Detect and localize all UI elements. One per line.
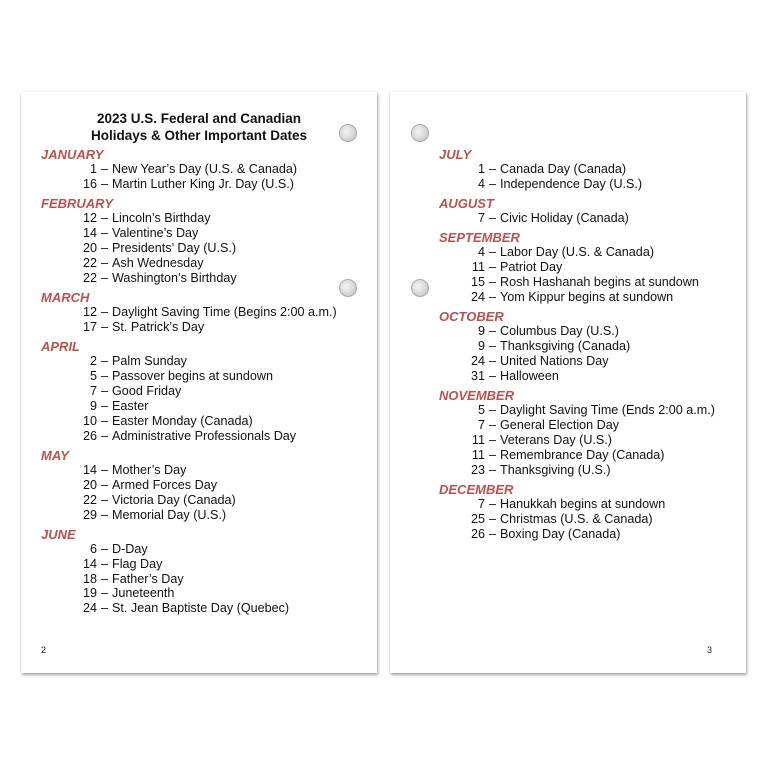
holiday-name: Canada Day (Canada) (500, 162, 627, 176)
holiday-day: 10 (82, 413, 97, 428)
month-block (41, 147, 371, 192)
dash-separator: – (101, 398, 109, 413)
holiday-entry (41, 429, 371, 444)
holiday-name: Thanksgiving (Canada) (500, 339, 631, 354)
holiday-name: St. Jean Baptiste Day (Quebec) (112, 601, 290, 616)
holiday-name: Thanksgiving (U.S.) (500, 462, 611, 477)
month-block (41, 527, 371, 617)
holiday-day: 19 (82, 586, 97, 601)
holiday-entry (439, 448, 768, 463)
holiday-entry (41, 557, 371, 572)
holiday-entry (41, 399, 371, 414)
holiday-entry (439, 418, 768, 433)
holiday-name: Rosh Hashanah begins at sundown (500, 275, 699, 290)
holiday-entry (439, 433, 768, 448)
holiday-entry (439, 177, 768, 192)
holiday-entry (41, 162, 371, 177)
month-list-right (439, 147, 768, 546)
dash-separator: – (489, 339, 497, 354)
dash-separator: – (101, 383, 109, 398)
dash-separator: – (101, 541, 109, 556)
holiday-entry (41, 256, 371, 271)
holiday-name: Flag Day (112, 556, 163, 571)
dash-separator: – (489, 260, 497, 275)
holiday-name: Mother’s Day (112, 462, 187, 477)
holiday-name: Juneteenth (112, 586, 175, 601)
holiday-day: 14 (82, 556, 97, 571)
dash-separator: – (489, 162, 497, 176)
dash-separator: – (101, 255, 109, 270)
binder-hole (411, 124, 429, 142)
holiday-entry (41, 508, 371, 523)
dash-separator: – (101, 319, 109, 334)
holiday-entry (41, 586, 371, 601)
holiday-entry (41, 493, 371, 508)
dash-separator: – (101, 176, 109, 191)
month-heading: SEPTEMBER (439, 230, 520, 246)
month-block (41, 339, 371, 443)
holiday-name: Good Friday (112, 383, 182, 398)
holiday-entry (41, 384, 371, 399)
month-block (439, 388, 768, 478)
month-block (439, 482, 768, 542)
month-heading: OCTOBER (439, 309, 504, 325)
holiday-day: 14 (82, 462, 97, 477)
dash-separator: – (489, 447, 497, 462)
holiday-day: 22 (82, 270, 97, 285)
holiday-entry (439, 463, 768, 478)
dash-separator: – (489, 290, 497, 305)
holiday-day: 1 (89, 162, 97, 176)
holiday-entry (41, 463, 371, 478)
month-heading: MAY (41, 447, 69, 463)
holiday-day: 9 (89, 398, 97, 413)
holiday-entry (41, 369, 371, 384)
binder-hole (339, 279, 357, 297)
holiday-day: 12 (82, 211, 97, 226)
month-heading: JULY (439, 147, 472, 162)
holiday-day: 4 (477, 176, 485, 191)
holiday-day: 9 (477, 324, 485, 339)
holiday-day: 24 (470, 290, 485, 305)
month-block (41, 196, 371, 286)
holiday-day: 16 (82, 176, 97, 191)
holiday-name: Memorial Day (U.S.) (112, 507, 227, 522)
holiday-name: Valentine’s Day (112, 226, 199, 241)
dash-separator: – (101, 240, 109, 255)
month-heading: AUGUST (439, 196, 494, 212)
title-line-2: Holidays & Other Important Dates (90, 128, 308, 143)
holiday-entry (439, 245, 768, 260)
month-list-left (41, 147, 371, 621)
dash-separator: – (489, 245, 497, 260)
holiday-entry (439, 275, 768, 290)
dash-separator: – (489, 418, 497, 433)
dash-separator: – (101, 162, 109, 176)
holiday-name: Administrative Professionals Day (112, 428, 297, 443)
holiday-entry (41, 241, 371, 256)
holiday-entry (41, 226, 371, 241)
left-page (21, 92, 377, 673)
holiday-day: 6 (89, 541, 97, 556)
holiday-day: 11 (471, 260, 485, 275)
holiday-day: 22 (82, 492, 97, 507)
dash-separator: – (101, 428, 109, 443)
holiday-day: 12 (82, 304, 97, 319)
dash-separator: – (101, 507, 109, 522)
holiday-name: Easter (112, 398, 149, 413)
holiday-day: 14 (82, 226, 97, 241)
dash-separator: – (101, 586, 109, 601)
holiday-day: 23 (470, 462, 485, 477)
dash-separator: – (101, 492, 109, 507)
binder-hole (411, 279, 429, 297)
holiday-day: 26 (470, 526, 485, 541)
holiday-entry (41, 177, 371, 192)
dash-separator: – (489, 462, 497, 477)
month-block (439, 196, 768, 226)
dash-separator: – (101, 304, 109, 319)
holiday-day: 22 (82, 255, 97, 270)
holiday-day: 7 (477, 496, 485, 511)
dash-separator: – (489, 324, 497, 339)
dash-separator: – (101, 226, 109, 241)
holiday-day: 7 (477, 418, 485, 433)
holiday-entry (439, 354, 768, 369)
dash-separator: – (489, 432, 497, 447)
holiday-name: Boxing Day (Canada) (500, 526, 621, 541)
holiday-day: 20 (82, 477, 97, 492)
holiday-entry (439, 369, 768, 384)
dash-separator: – (489, 403, 497, 418)
holiday-name: Labor Day (U.S. & Canada) (500, 245, 655, 260)
holiday-day: 5 (89, 368, 97, 383)
holiday-name: New Year’s Day (U.S. & Canada) (112, 162, 298, 176)
month-block (41, 290, 371, 335)
dash-separator: – (489, 275, 497, 290)
month-heading: NOVEMBER (439, 388, 515, 404)
holiday-name: Lincoln’s Birthday (112, 211, 211, 226)
holiday-name: United Nations Day (500, 354, 609, 369)
month-heading: APRIL (41, 339, 80, 355)
holiday-entry (41, 601, 371, 616)
holiday-day: 26 (82, 428, 97, 443)
dash-separator: – (101, 413, 109, 428)
month-block (439, 147, 768, 192)
holiday-name: D-Day (112, 541, 148, 556)
holiday-entry (439, 290, 768, 305)
holiday-entry (41, 572, 371, 587)
holiday-day: 9 (477, 339, 485, 354)
dash-separator: – (101, 211, 109, 226)
right-page (390, 92, 746, 673)
holiday-entry (41, 414, 371, 429)
holiday-day: 31 (470, 368, 485, 383)
holiday-day: 29 (82, 507, 97, 522)
holiday-name: Halloween (500, 368, 559, 383)
holiday-name: Remembrance Day (Canada) (500, 447, 665, 462)
holiday-name: General Election Day (500, 418, 620, 433)
holiday-entry (439, 162, 768, 177)
holiday-day: 7 (89, 383, 97, 398)
holiday-day: 20 (82, 240, 97, 255)
holiday-day: 7 (477, 211, 485, 226)
holiday-entry (439, 339, 768, 354)
holiday-name: Christmas (U.S. & Canada) (500, 511, 653, 526)
holiday-entry (41, 271, 371, 286)
holiday-entry (439, 260, 768, 275)
holiday-day: 11 (471, 447, 485, 462)
holiday-day: 4 (477, 245, 485, 260)
holiday-name: Patriot Day (500, 260, 563, 275)
dash-separator: – (489, 368, 497, 383)
dash-separator: – (101, 477, 109, 492)
holiday-name: Yom Kippur begins at sundown (500, 290, 674, 305)
month-heading: DECEMBER (439, 481, 514, 497)
holiday-day: 5 (477, 403, 485, 418)
dash-separator: – (489, 511, 497, 526)
month-block (439, 230, 768, 305)
holiday-entry (41, 320, 371, 335)
holiday-name: Presidents’ Day (U.S.) (112, 240, 237, 255)
holiday-day: 18 (82, 571, 97, 586)
holiday-entry (439, 497, 768, 512)
holiday-day: 17 (82, 319, 97, 334)
holiday-day: 25 (470, 511, 485, 526)
month-block (439, 309, 768, 384)
month-heading: MARCH (41, 289, 90, 305)
holiday-name: Passover begins at sundown (112, 368, 274, 383)
holiday-entry (41, 354, 371, 369)
holiday-entry (41, 542, 371, 557)
holiday-day: 1 (477, 162, 485, 176)
holiday-entry (439, 403, 768, 418)
dash-separator: – (101, 556, 109, 571)
dash-separator: – (101, 368, 109, 383)
title-line-1: 2023 U.S. Federal and Canadian (96, 111, 302, 126)
month-heading: JUNE (41, 526, 76, 542)
holiday-name: Ash Wednesday (112, 255, 204, 270)
holiday-name: Daylight Saving Time (Begins 2:00 a.m.) (112, 304, 337, 319)
holiday-day: 15 (470, 275, 485, 290)
holiday-name: Victoria Day (Canada) (112, 492, 236, 507)
page-number: 2 (41, 645, 47, 655)
dash-separator: – (489, 211, 497, 226)
holiday-day: 24 (82, 601, 97, 616)
page-title (21, 110, 377, 144)
holiday-entry (439, 211, 768, 226)
holiday-day: 24 (470, 354, 485, 369)
month-heading: JANUARY (41, 147, 104, 162)
holiday-entry (439, 512, 768, 527)
binder-hole (339, 124, 357, 142)
page-number: 3 (706, 645, 712, 655)
holiday-entry (439, 527, 768, 542)
holiday-name: Easter Monday (Canada) (112, 413, 253, 428)
dash-separator: – (489, 496, 497, 511)
holiday-day: 2 (89, 354, 97, 369)
holiday-name: Independence Day (U.S.) (500, 176, 643, 191)
dash-separator: – (489, 526, 497, 541)
holiday-name: Palm Sunday (112, 354, 187, 369)
holiday-name: Armed Forces Day (112, 477, 217, 492)
dash-separator: – (101, 270, 109, 285)
dash-separator: – (489, 354, 497, 369)
dash-separator: – (489, 176, 497, 191)
holiday-day: 11 (471, 432, 485, 447)
holiday-name: Hanukkah begins at sundown (500, 496, 666, 511)
holiday-entry (41, 478, 371, 493)
dash-separator: – (101, 571, 109, 586)
holiday-name: Daylight Saving Time (Ends 2:00 a.m.) (500, 403, 715, 418)
holiday-name: Veterans Day (U.S.) (500, 432, 613, 447)
holiday-entry (41, 305, 371, 320)
holiday-name: Civic Holiday (Canada) (500, 211, 629, 226)
holiday-name: Father’s Day (112, 571, 184, 586)
dash-separator: – (101, 354, 109, 369)
holiday-name: Washington’s Birthday (112, 270, 237, 285)
dash-separator: – (101, 601, 109, 616)
dash-separator: – (101, 462, 109, 477)
holiday-name: Columbus Day (U.S.) (500, 324, 619, 339)
holiday-name: Martin Luther King Jr. Day (U.S.) (112, 176, 294, 191)
holiday-entry (41, 211, 371, 226)
month-heading: FEBRUARY (41, 196, 113, 212)
month-block (41, 448, 371, 523)
holiday-name: St. Patrick’s Day (112, 319, 205, 334)
holiday-entry (439, 324, 768, 339)
